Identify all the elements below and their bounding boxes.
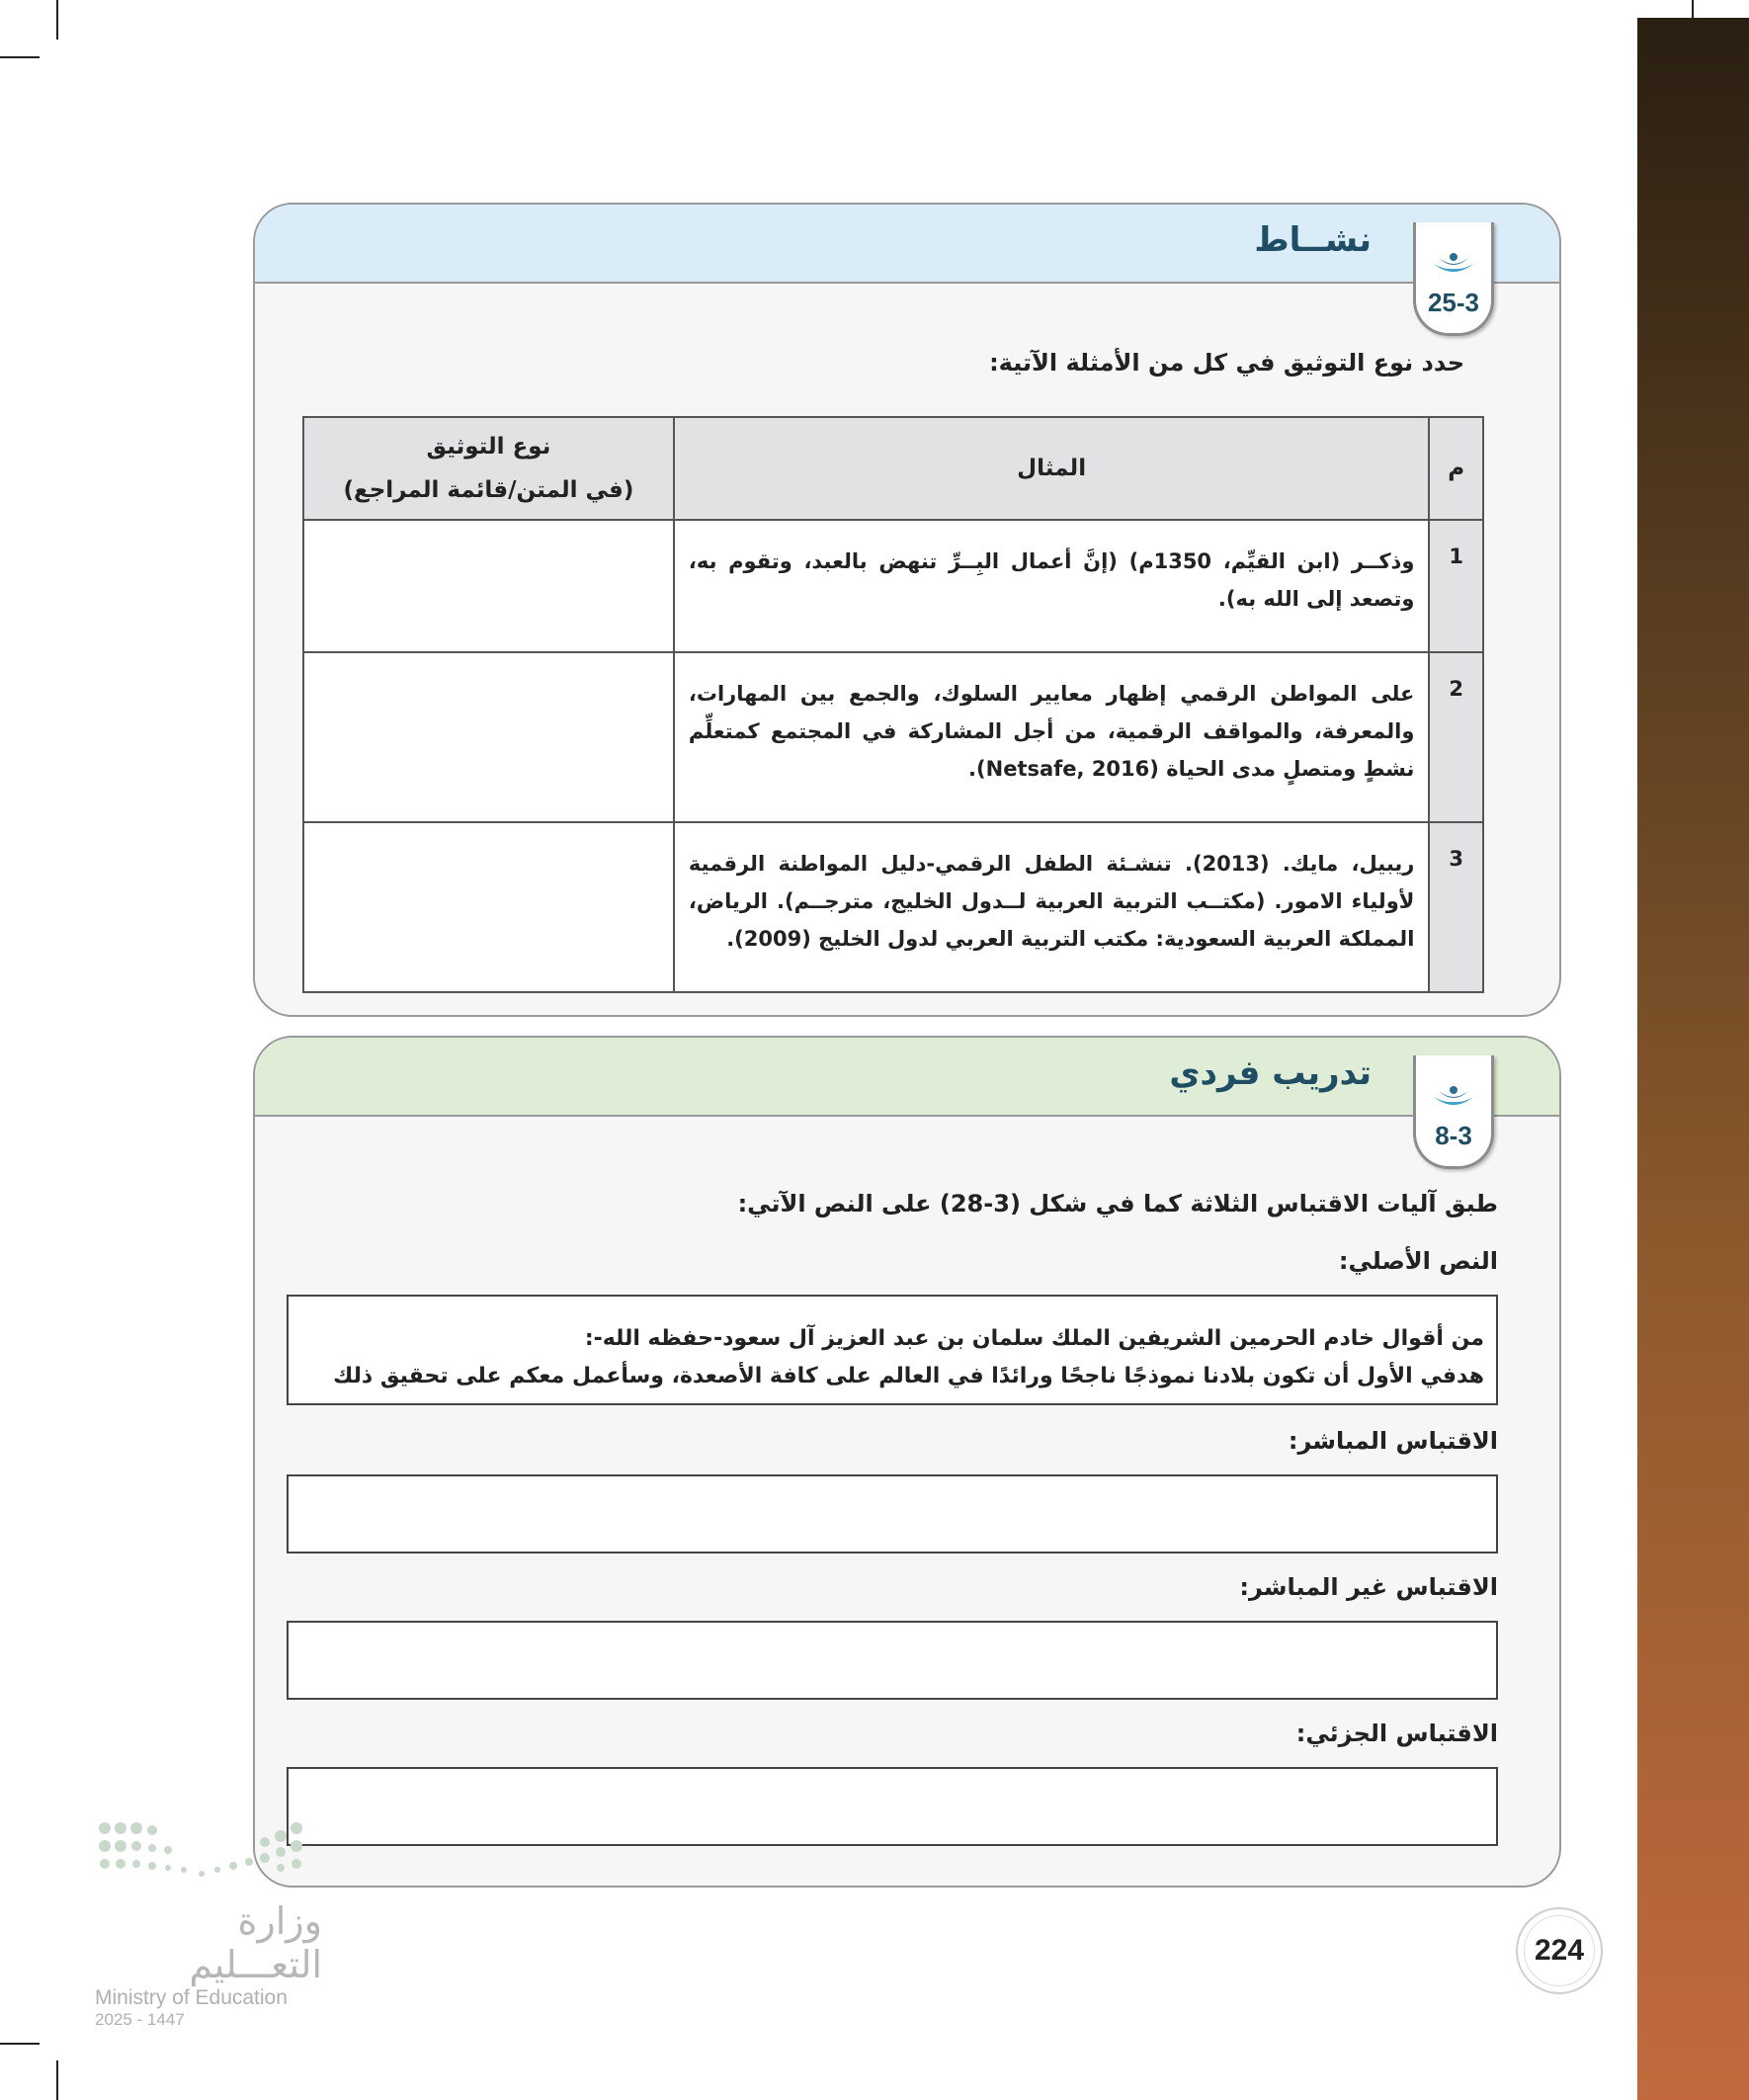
- original-text-label: النص الأصلي:: [1338, 1247, 1498, 1275]
- training-badge-number: 8-3: [1435, 1121, 1472, 1150]
- training-instruction: طبق آليات الاقتباس الثلاثة كما في شكل (3-28) على النص الآتي:: [737, 1190, 1498, 1218]
- activity-title: نشــاط: [1254, 220, 1372, 260]
- documentation-table: [302, 416, 1484, 993]
- indirect-quote-answer-box[interactable]: [287, 1621, 1498, 1700]
- row-num: 1: [1429, 520, 1483, 652]
- training-badge: [1413, 1055, 1494, 1169]
- row-example: وذكــر (ابن القيِّم، 1350م) (إنَّ أعمال البِــرِّ تنهض بالعبد، وتقوم به، وتصعد إلى الله به).: [674, 520, 1430, 652]
- training-panel: [253, 1036, 1561, 1888]
- direct-quote-label: الاقتباس المباشر:: [1288, 1427, 1498, 1455]
- training-title: تدريب فردي: [1169, 1053, 1372, 1093]
- original-text-line1: من أقوال خادم الحرمين الشريفين الملك سلمان بن عبد العزيز آل سعود-حفظه الله-:: [584, 1326, 1484, 1351]
- header-num: م: [1429, 417, 1483, 520]
- header-type: [303, 417, 674, 520]
- row-example: ريبيل، مايك. (2013). تنشـئة الطفل الرقمي-دليل المواطنة الرقمية لأولياء الامور. (مكتــب التربية العربية لــدول الخليج، مترجــم). الرياض، المملكة العربية السعودية: مكتب التربية العربي لدول الخليج (2009).: [674, 822, 1430, 992]
- crop-mark: [0, 2043, 40, 2045]
- activity-instruction: حدد نوع التوثيق في كل من الأمثلة الآتية:: [989, 349, 1464, 377]
- activity-badge: [1413, 222, 1494, 336]
- original-text: [289, 1297, 1496, 1395]
- crop-mark: [56, 2060, 58, 2100]
- original-text-box: [287, 1295, 1498, 1405]
- table-row: [303, 652, 1483, 822]
- crop-mark: [0, 56, 40, 58]
- page-number: [1516, 1907, 1603, 1994]
- answer-cell[interactable]: [303, 652, 674, 822]
- answer-cell[interactable]: [303, 520, 674, 652]
- header-type-line2: (في المتن/قائمة المراجع): [343, 477, 634, 503]
- answer-cell[interactable]: [303, 822, 674, 992]
- direct-quote-answer-box[interactable]: [287, 1474, 1498, 1554]
- ministry-name-ar: وزارة التعـــليم: [189, 1899, 322, 1986]
- hand-book-icon: [1431, 1085, 1476, 1115]
- ministry-name-en: Ministry of Education: [95, 1986, 288, 2009]
- activity-header: [255, 205, 1559, 284]
- partial-quote-label: الاقتباس الجزئي:: [1295, 1720, 1498, 1747]
- ministry-dots-icon: [95, 1818, 312, 1890]
- page-number-text: 224: [1534, 1934, 1585, 1967]
- side-decoration-bar: [1637, 18, 1749, 2100]
- partial-quote-answer-box[interactable]: [287, 1767, 1498, 1846]
- indirect-quote-label: الاقتباس غير المباشر:: [1239, 1573, 1498, 1601]
- header-example: المثال: [674, 417, 1430, 520]
- table-row: [303, 520, 1483, 652]
- original-text-line2: هدفي الأول أن تكون بلادنا نموذجًا ناجحًا ورائدًا في العالم على كافة الأصعدة، وسأعمل معكم على تحقيق ذلك: [333, 1364, 1484, 1388]
- crop-mark: [56, 0, 58, 40]
- training-header: [255, 1038, 1559, 1117]
- row-example: على المواطن الرقمي إظهار معايير السلوك، والجمع بين المهارات، والمعرفة، والمواقف الرقمية، من أجل المشاركة في المجتمع كمتعلِّم نشطٍ ومتصلٍ مدى الحياة (Netsafe, 2016).: [674, 652, 1430, 822]
- activity-panel: [253, 203, 1561, 1017]
- table-row: [303, 822, 1483, 992]
- row-num: 2: [1429, 652, 1483, 822]
- hand-book-icon: [1431, 252, 1476, 282]
- header-type-line1: نوع التوثيق: [426, 434, 551, 460]
- ministry-logo: [95, 1818, 322, 2030]
- ministry-year: 2025 - 1447: [95, 2010, 185, 2029]
- row-num: 3: [1429, 822, 1483, 992]
- activity-badge-number: 25-3: [1427, 288, 1480, 317]
